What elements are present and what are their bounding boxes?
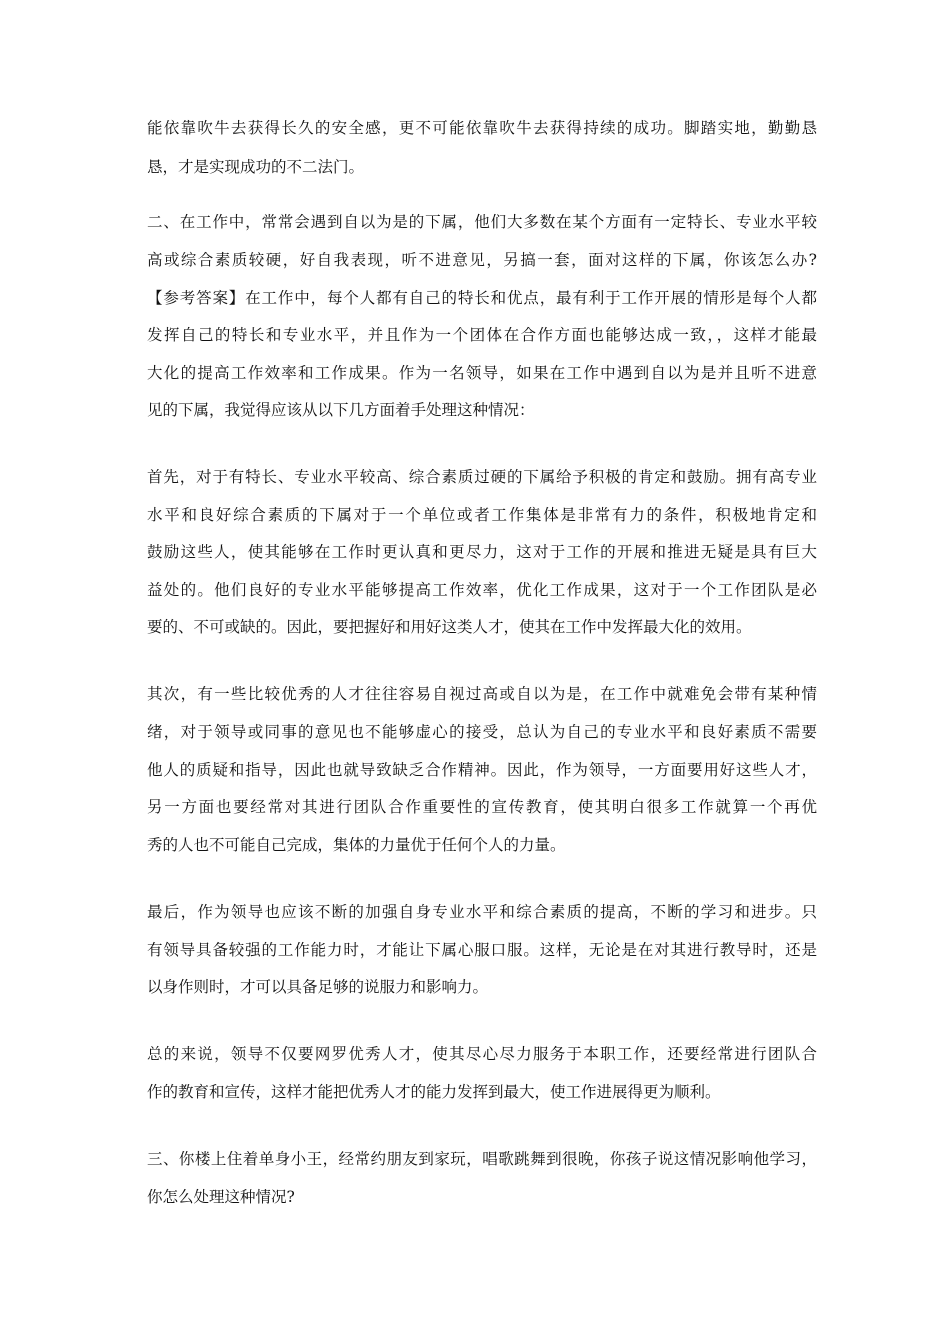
text-line: 他人的质疑和指导，因此也就导致缺乏合作精神。因此，作为领导，一方面要用好这些人才， <box>147 761 817 779</box>
text-line: 恳，才是实现成功的不二法门。 <box>147 158 365 176</box>
text-line: 以身作则时，才可以具备足够的说服力和影响力。 <box>147 978 489 996</box>
text-line: 最后，作为领导也应该不断的加强自身专业水平和综合素质的提高，不断的学习和进步。只 <box>147 903 817 921</box>
text-line: 有领导具备较强的工作能力时，才能让下属心服口服。这样，无论是在对其进行教导时，还是 <box>147 941 817 959</box>
text-line: 绪，对于领导或同事的意见也不能够虚心的接受，总认为自己的专业水平和良好素质不需要 <box>147 723 817 741</box>
text-line: 大化的提高工作效率和工作成果。作为一名领导，如果在工作中遇到自以为是并且听不进意 <box>147 364 817 382</box>
text-line: 高或综合素质较硬，好自我表现，听不进意见，另搞一套，面对这样的下属，你该怎么办? <box>147 251 817 269</box>
text-line: 鼓励这些人，使其能够在工作时更认真和更尽力，这对于工作的开展和推进无疑是具有巨大 <box>147 543 817 561</box>
text-line: 【参考答案】在工作中，每个人都有自己的特长和优点，最有利于工作开展的情形是每个人都 <box>147 289 817 307</box>
text-line: 水平和良好综合素质的下属对于一个单位或者工作集体是非常有力的条件，积极地肯定和 <box>147 506 817 524</box>
text-line: 能依靠吹牛去获得长久的安全感，更不可能依靠吹牛去获得持续的成功。脚踏实地，勤勤恳 <box>147 119 817 137</box>
text-line: 见的下属，我觉得应该从以下几方面着手处理这种情况： <box>147 401 535 419</box>
text-line: 你怎么处理这种情况? <box>147 1188 295 1206</box>
text-line: 要的、不可或缺的。因此，要把握好和用好这类人才，使其在工作中发挥最大化的效用。 <box>147 618 752 636</box>
text-line: 另一方面也要经常对其进行团队合作重要性的宣传教育，使其明白很多工作就算一个再优 <box>147 798 817 816</box>
text-line: 发挥自己的特长和专业水平，并且作为一个团体在合作方面也能够达成一致，，这样才能最 <box>147 326 817 344</box>
text-line: 其次，有一些比较优秀的人才往往容易自视过高或自以为是，在工作中就难免会带有某种情 <box>147 685 817 703</box>
text-line: 首先，对于有特长、专业水平较高、综合素质过硬的下属给予积极的肯定和鼓励。拥有高专业 <box>147 468 817 486</box>
text-line: 总的来说，领导不仅要网罗优秀人才，使其尽心尽力服务于本职工作，还要经常进行团队合 <box>147 1045 817 1063</box>
text-line: 二、在工作中，常常会遇到自以为是的下属，他们大多数在某个方面有一定特长、专业水平较 <box>147 213 817 231</box>
text-line: 秀的人也不可能自己完成，集体的力量优于任何个人的力量。 <box>147 836 566 854</box>
text-line: 作的教育和宣传，这样才能把优秀人才的能力发挥到最大，使工作进展得更为顺利。 <box>147 1083 721 1101</box>
text-line: 三、你楼上住着单身小王，经常约朋友到家玩，唱歌跳舞到很晚，你孩子说这情况影响他学习， <box>147 1150 817 1168</box>
text-line: 益处的。他们良好的专业水平能够提高工作效率，优化工作成果，这对于一个工作团队是必 <box>147 581 817 599</box>
